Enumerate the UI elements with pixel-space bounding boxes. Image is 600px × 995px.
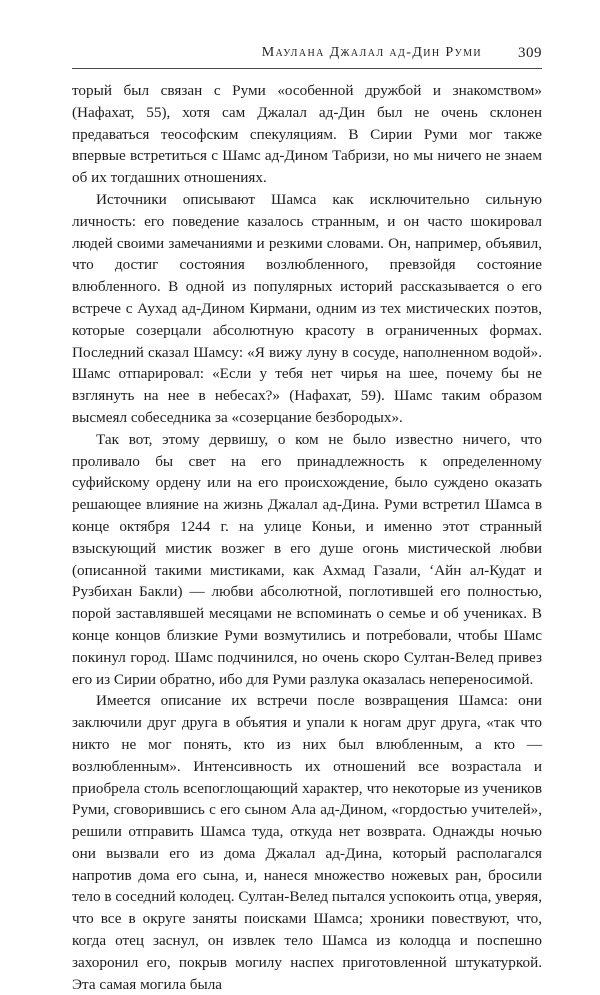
running-title: Маулана Джалал ад-Дин Руми [261,45,482,60]
paragraph: Источники описывают Шамса как исключительно сильную личность: его поведение казалось странным, и он часто шокировал людей своими замечаниями и резкими словами. Он, например, объявил, что достиг состояния возлюбленного, превзойдя состояние влюбленного. В одной из популярных историй рассказывается о его встрече с Аухад ад-Дином Кирмани, одним из тех мистических поэтов, которые созерцали абсолютную красоту в ограниченных формах. Последний сказал Шамсу: «Я вижу луну в сосуде, наполненном водой». Шамс отпарировал: «Если у тебя нет чирья на шее, почему бы не взглянуть на нее в небесах?» (Нафахат, 59). Шамс таким образом высмеял собеседника за «созерцание безбородых». [72,190,542,426]
paragraph: Так вот, этому дервишу, о ком не было известно ничего, что проливало бы свет на его принадлежность к определенному суфийскому ордену или на его происхождение, было суждено оказать решающее влияние на жизнь Джалал ад-Дина. Руми встретил Шамса в конце октября 1244 г. на улице Коньи, и именно этот странный взыскующий мистик возжег в его душе огонь мистической любви (описанной такими мистиками, как Ахмад Газали, ‘Айн ал-Кудат и Рузбихан Бакли) — любви абсолютной, поглотившей его полностью, порой заставлявшей месяцами не вспоминать о семье и об учениках. В конце концов близкие Руми возмутились и потребовали, чтобы Шамс покинул город. Шамс подчинился, но очень скоро Султан-Велед привез его из Сирии обратно, ибо для Руми разлука оказалась непереносимой. [72,430,542,688]
paragraph-continuation: торый был связан с Руми «особенной дружбой и знакомством» (Нафахат, 55), хотя сам Джалал ад-Дин был не очень склонен предаваться теософским спекуляциям. В Сирии Руми мог также впервые встретиться с Шамс ад-Дином Табризи, но мы ничего не знаем об их тогдашних отношениях. [72,82,542,187]
paragraph: Имеется описание их встречи после возвращения Шамса: они заключили друг друга в объятия и упали к ногам друг друга, «так что никто не мог понять, кто из них был влюбленным, а кто — возлюбленным». Интенсивность их отношений все возрастала и приобрела столь всепоглощающий характер, что некоторые из учеников Руми, сговорившись с его сыном Ала ад-Дином, «гордостью учителей», решили отправить Шамса туда, откуда нет возврата. Однажды ночью они вызвали его из дома Джалал ад-Дина, который располагался напротив дома его сына, и, нанеся множество ножевых ран, бросили тело в соседний колодец. Султан-Велед пытался успокоить отца, уверяя, что все в округе заняты поисками Шамса; хроники повествуют, что, когда отец заснул, он извлек тело Шамса из колодца и поспешно захоронил его, покрыв могилу наспех приготовленной штукатуркой. Эта самая могила была [72,692,542,993]
main-text [72,80,542,995]
running-header [72,45,542,69]
page-number: 309 [518,45,542,61]
header-rule [72,68,542,69]
